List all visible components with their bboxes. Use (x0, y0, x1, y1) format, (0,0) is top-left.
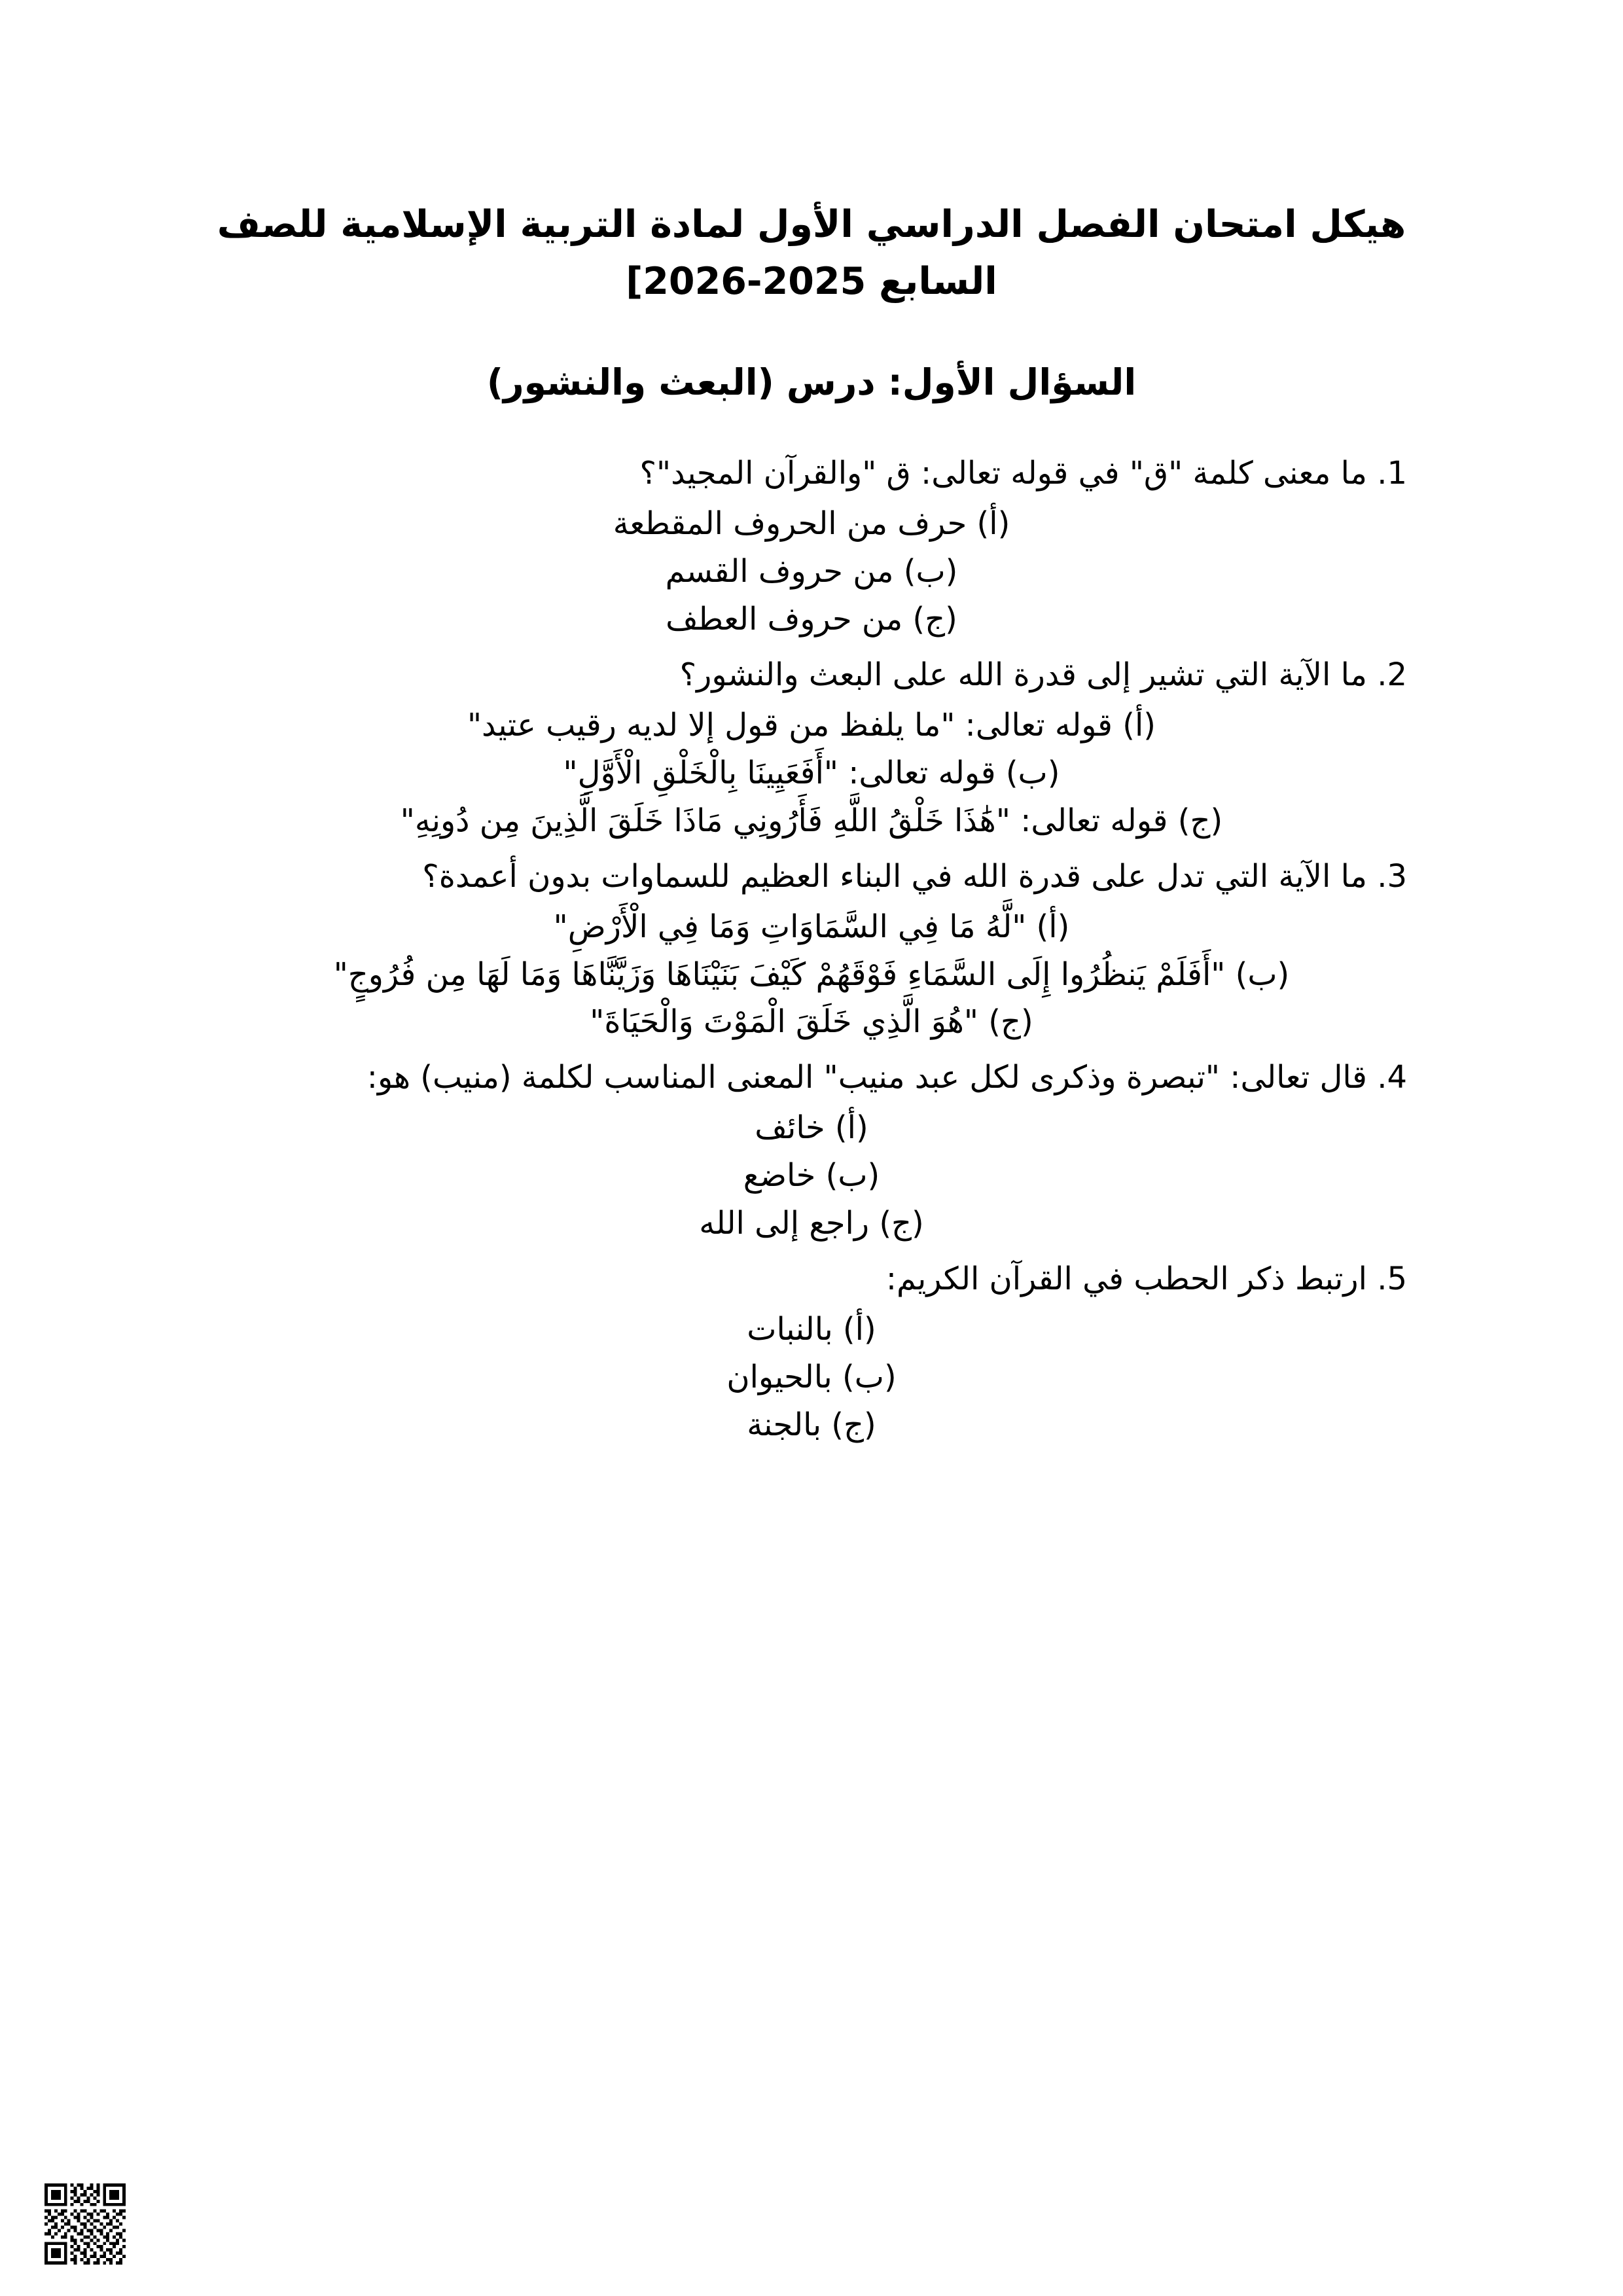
question-2-option-b[interactable]: (ب) قوله تعالى: "أَفَعَيِينَا بِالْخَلْقِ الْأَوَّلِ" (563, 754, 1060, 791)
question-1-options (216, 500, 1407, 643)
question-1-body: ما معنى كلمة "ق" في قوله تعالى: ق "والقرآن المجيد"؟ (639, 455, 1367, 492)
question-1-number: 1. (1377, 455, 1407, 492)
question-5-body: ارتبط ذكر الحطب في القرآن الكريم: (885, 1261, 1367, 1298)
question-4-option-a[interactable]: (أ) خائف (755, 1109, 868, 1147)
question-3-text (216, 853, 1407, 901)
question-5-option-c[interactable]: (ج) بالجنة (747, 1407, 876, 1444)
question-1-option-b[interactable]: (ب) من حروف القسم (665, 552, 958, 590)
question-5 (216, 1255, 1407, 1449)
question-1 (216, 450, 1407, 643)
qr-code-icon (45, 2183, 126, 2265)
question-2-options (216, 702, 1407, 845)
question-3-options (216, 903, 1407, 1047)
question-list (216, 450, 1407, 1449)
question-4-body: قال تعالى: "تبصرة وذكرى لكل عبد منيب" المعنى المناسب لكلمة (منيب) هو: (366, 1059, 1367, 1096)
section-heading: السؤال الأول: درس (البعث والنشور) (486, 361, 1137, 404)
question-4-option-b[interactable]: (ب) خاضع (743, 1157, 880, 1194)
question-1-option-c[interactable]: (ج) من حروف العطف (666, 600, 957, 637)
question-5-option-a[interactable]: (أ) بالنبات (747, 1311, 876, 1348)
question-5-text (216, 1255, 1407, 1303)
question-3-body: ما الآية التي تدل على قدرة الله في البناء العظيم للسماوات بدون أعمدة؟ (422, 857, 1367, 895)
question-1-option-a[interactable]: (أ) حرف من الحروف المقطعة (613, 505, 1010, 542)
question-2-number: 2. (1377, 656, 1407, 693)
question-5-option-b[interactable]: (ب) بالحيوان (726, 1359, 897, 1396)
question-4-text (216, 1054, 1407, 1102)
question-2-option-c[interactable]: (ج) قوله تعالى: "هَٰذَا خَلْقُ اللَّهِ فَأَرُونِي مَاذَا خَلَقَ الَّذِينَ مِن دُونِهِ" (400, 802, 1223, 839)
question-5-options (216, 1306, 1407, 1449)
question-4-option-c[interactable]: (ج) راجع إلى الله (699, 1205, 924, 1242)
question-3-option-c[interactable]: (ج) "هُوَ الَّذِي خَلَقَ الْمَوْتَ وَالْحَيَاةَ" (590, 1003, 1033, 1041)
question-2-option-a[interactable]: (أ) قوله تعالى: "ما يلفظ من قول إلا لديه رقيب عتيد" (467, 706, 1156, 744)
question-4-number: 4. (1377, 1059, 1407, 1096)
question-3-option-b[interactable]: (ب) "أَفَلَمْ يَنظُرُوا إِلَى السَّمَاءِ فَوْقَهُمْ كَيْفَ بَنَيْنَاهَا وَزَيَّنَّاهَا وَمَا لَهَا مِن فُرُوجٍ" (333, 956, 1290, 993)
page-title: هيكل امتحان الفصل الدراسي الأول لمادة التربية الإسلامية للصف السابع 2025-2026] (217, 203, 1406, 303)
question-4 (216, 1054, 1407, 1247)
question-3 (216, 853, 1407, 1047)
question-4-options (216, 1104, 1407, 1247)
question-2-body: ما الآية التي تشير إلى قدرة الله على البعث والنشور؟ (679, 656, 1367, 693)
question-2-text (216, 651, 1407, 699)
question-3-option-a[interactable]: (أ) "لَّهُ مَا فِي السَّمَاوَاتِ وَمَا فِي الْأَرْضِ" (553, 908, 1070, 945)
question-5-number: 5. (1377, 1261, 1407, 1298)
question-2 (216, 651, 1407, 845)
question-1-text (216, 450, 1407, 497)
question-3-number: 3. (1377, 857, 1407, 895)
